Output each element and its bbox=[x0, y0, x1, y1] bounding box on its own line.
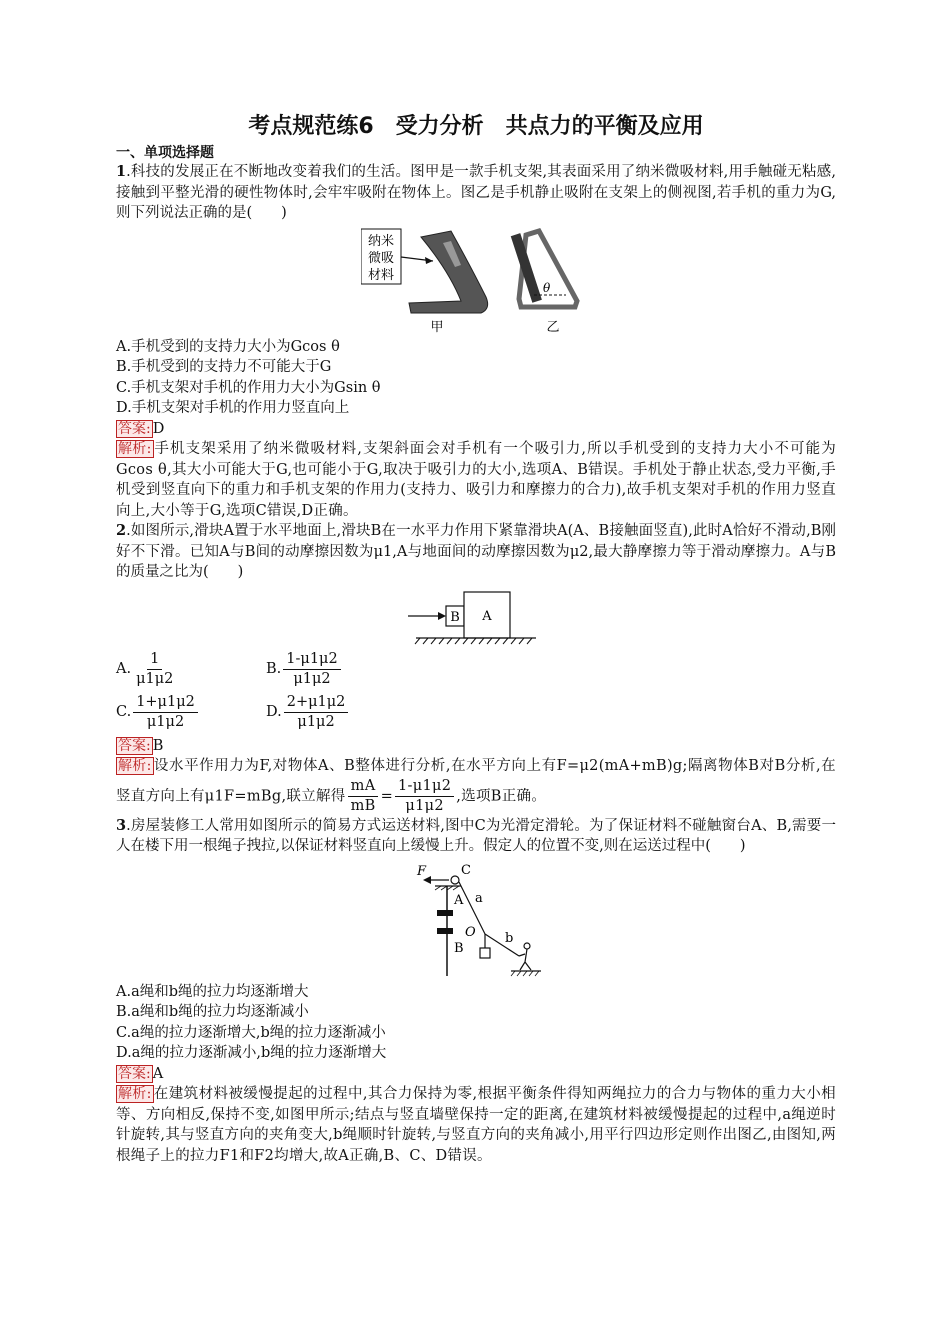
option-a bbox=[116, 650, 266, 689]
option-d: D.手机支架对手机的作用力竖直向上 bbox=[116, 400, 350, 416]
explanation-tag: 解析: bbox=[118, 758, 152, 774]
explanation bbox=[116, 439, 836, 521]
material-label-line-1: 纳米 bbox=[367, 233, 395, 249]
denominator: μ1μ2 bbox=[136, 670, 174, 687]
windowsill-b bbox=[437, 928, 453, 934]
numerator: 1+μ1μ2 bbox=[133, 693, 198, 713]
question-text: .如图所示,滑块A置于水平地面上,滑块B在一水平力作用下紧靠滑块A(A、B接触面竖直),此时A恰好不滑动,B刚好不下滑。已知A与B间的动摩擦因数为μ1,A与地面间的动摩擦因数为μ2,最大静摩擦力等于滑动摩擦力。A与B的质量之比为( ) bbox=[116, 523, 836, 580]
material-label-line-3: 材料 bbox=[367, 267, 395, 283]
answer-tag: 答案: bbox=[118, 737, 151, 754]
option-label: B. bbox=[266, 660, 282, 677]
explanation bbox=[116, 1084, 836, 1166]
force-label: F bbox=[417, 863, 427, 879]
answer-value: D bbox=[152, 420, 165, 437]
page-title: 考点规范练6 受力分析 共点力的平衡及应用 bbox=[248, 114, 704, 139]
answer-row bbox=[116, 1064, 836, 1085]
denominator: μ1μ2 bbox=[297, 713, 335, 730]
pulley-c bbox=[451, 876, 459, 884]
numerator: 1-μ1μ2 bbox=[395, 777, 454, 797]
answer-value: B bbox=[152, 737, 164, 754]
material-box bbox=[480, 948, 490, 958]
windowsill-a bbox=[437, 910, 453, 916]
question-3 bbox=[116, 816, 836, 857]
answer-row bbox=[116, 419, 836, 440]
answer-tag: 答案: bbox=[118, 1065, 151, 1082]
option-b bbox=[266, 650, 466, 689]
figure-pulley bbox=[116, 860, 836, 980]
blocks-diagram bbox=[406, 586, 546, 646]
block-b-label: B bbox=[450, 609, 460, 625]
option-b: B.手机受到的支持力不可能大于G bbox=[116, 359, 332, 375]
material-label-line-2: 微吸 bbox=[367, 250, 395, 266]
explanation-text: 手机支架采用了纳米微吸材料,支架斜面会对手机有一个吸引力,所以手机受到的支持力大小不可能为Gcos θ,其大小可能大于G,也可能小于G,取决于吸引力的大小,选项A、B错误。手机处于静止状态,受力平衡,手机受到竖直向下的重力和手机支架的作用力(支持力、吸引力和摩擦力的合力),故手机支架对手机的作用力竖直向上,大小等于G,选项C错误,D正确。 bbox=[116, 441, 836, 519]
person-head bbox=[524, 943, 530, 949]
question-number: 2 bbox=[116, 522, 127, 539]
person-body bbox=[519, 949, 531, 970]
option-c: C.a绳的拉力逐渐增大,b绳的拉力逐渐减小 bbox=[116, 1024, 386, 1041]
option-b: B.a绳和b绳的拉力均逐渐减小 bbox=[116, 1004, 309, 1020]
fraction bbox=[284, 693, 349, 732]
question-number: 3 bbox=[116, 816, 127, 834]
question-text: .科技的发展正在不断地改变着我们的生活。图甲是一款手机支架,其表面采用了纳米微吸材料,用手触碰无粘感,接触到平整光滑的硬性物体时,会牢牢吸附在物体上。图乙是手机静止吸附在支架上的侧视图,若手机的重力为G,则下列说法正确的是( ) bbox=[116, 164, 836, 221]
denominator: μ1μ2 bbox=[293, 670, 331, 687]
option-c: C.手机支架对手机的作用力大小为Gsin θ bbox=[116, 379, 381, 396]
fraction bbox=[133, 693, 198, 732]
numerator: 1 bbox=[147, 650, 162, 670]
numerator: 1-μ1μ2 bbox=[283, 650, 340, 670]
denominator: μ1μ2 bbox=[405, 797, 444, 814]
answer-row bbox=[116, 736, 836, 757]
block-a-label: A bbox=[482, 608, 492, 624]
option-d bbox=[266, 693, 466, 732]
pointer-arrowhead bbox=[425, 257, 433, 264]
fraction bbox=[133, 650, 176, 689]
option-a: A.手机受到的支持力大小为Gcos θ bbox=[116, 338, 340, 355]
theta-label: θ bbox=[543, 280, 551, 295]
numerator: mA bbox=[348, 777, 379, 797]
pulley-diagram bbox=[401, 860, 551, 980]
pulley-c-label: C bbox=[461, 862, 471, 878]
section-heading: 一、单项选择题 bbox=[116, 145, 214, 161]
option-label: D. bbox=[266, 703, 282, 720]
option-label: A. bbox=[116, 660, 132, 677]
option-d: D.a绳的拉力逐渐减小,b绳的拉力逐渐增大 bbox=[116, 1045, 387, 1061]
explanation-tag: 解析: bbox=[118, 1086, 152, 1102]
result-fraction bbox=[395, 777, 454, 816]
question-text: .房屋装修工人常用如图所示的简易方式运送材料,图中C为光滑定滑轮。为了保证材料不碰触窗台A、B,需要一人在楼下用一根绳子拽拉,以保证材料竖直向上缓慢上升。假定人的位置不变,则在运送过程中( ) bbox=[116, 817, 836, 854]
windowsill-a-label: A bbox=[454, 892, 464, 908]
option-c bbox=[116, 693, 266, 732]
figure-caption-jia: 甲 bbox=[430, 319, 444, 335]
explanation-tag: 解析: bbox=[118, 441, 152, 457]
windowsill-b-label: B bbox=[454, 940, 464, 956]
document-page bbox=[116, 112, 836, 1166]
figure-caption-yi: 乙 bbox=[546, 319, 560, 335]
option-label: C. bbox=[116, 703, 132, 720]
phone-stand-diagram bbox=[361, 227, 591, 335]
question-number: 1 bbox=[116, 163, 127, 180]
question-1 bbox=[116, 162, 836, 224]
ground-hatching bbox=[511, 971, 539, 976]
explanation-text-end: ,选项B正确。 bbox=[456, 788, 547, 804]
ground-hatching bbox=[415, 638, 532, 644]
answer-tag: 答案: bbox=[118, 420, 151, 437]
figure-blocks bbox=[116, 586, 836, 646]
equals-sign: = bbox=[380, 788, 394, 804]
denominator: mB bbox=[350, 797, 376, 814]
answer-value: A bbox=[152, 1065, 164, 1082]
fraction-options bbox=[116, 650, 836, 732]
explanation-text: 设水平作用力为F,对物体A、B整体进行分析,在水平方向上有F=μ2(mA+mB)g;隔离物体B对B分析,在竖直方向上有μ1F=mBg,联立解得 bbox=[116, 758, 836, 804]
numerator: 2+μ1μ2 bbox=[284, 693, 349, 713]
option-a: A.a绳和b绳的拉力均逐渐增大 bbox=[116, 983, 309, 1000]
question-2 bbox=[116, 521, 836, 583]
explanation bbox=[116, 756, 836, 816]
fraction bbox=[283, 650, 340, 689]
rope-a-label: a bbox=[475, 890, 483, 906]
explanation-text: 在建筑材料被缓慢提起的过程中,其合力保持为零,根据平衡条件得知两绳拉力的合力与物体的重力大小相等、方向相反,保持不变,如图甲所示;结点与竖直墙壁保持一定的距离,在建筑材料被缓慢提起的过程中,a绳逆时针旋转,其与竖直方向的夹角变大,b绳顺时针旋转,与竖直方向的夹角减小,用平行四边形定则作出图乙,由图知,两根绳子上的拉力F1和F2均增大,故A正确,B、C、D错误。 bbox=[116, 1086, 836, 1164]
knot-o-label: O bbox=[465, 924, 476, 940]
denominator: μ1μ2 bbox=[146, 713, 185, 730]
mass-ratio-fraction bbox=[348, 777, 379, 816]
rope-b-label: b bbox=[505, 930, 514, 946]
force-arrowhead bbox=[438, 612, 446, 620]
figure-phone-stand bbox=[116, 227, 836, 335]
